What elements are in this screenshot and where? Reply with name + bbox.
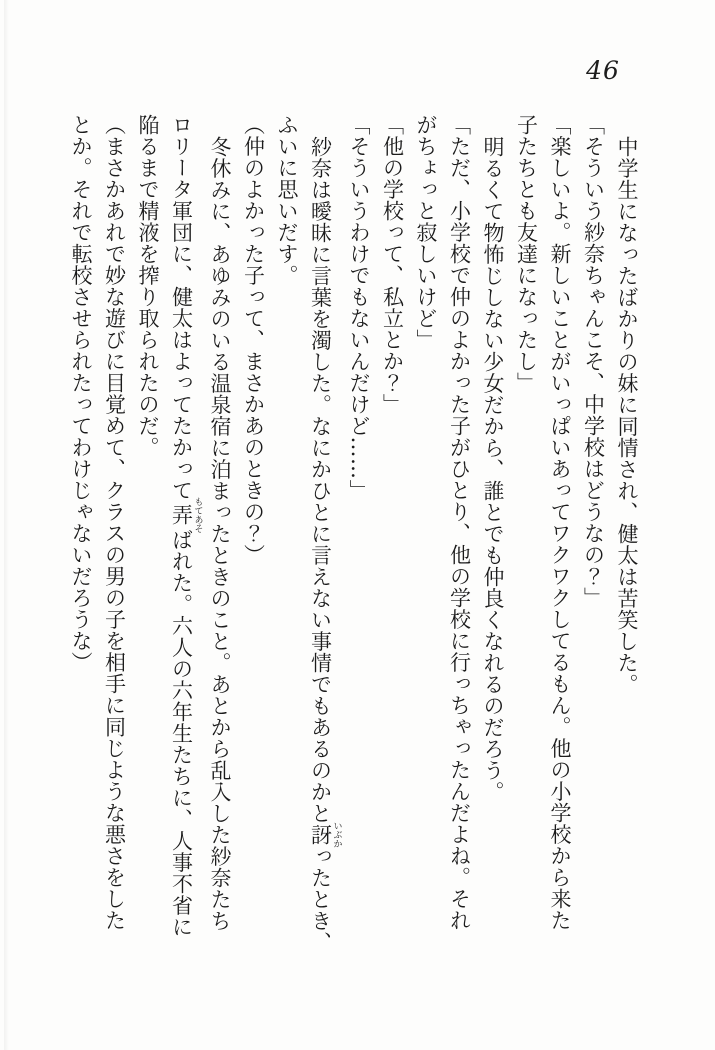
text-line: 「ただ、小学校で仲のよかった子がひとり、他の学校に行っちゃったんだよね。それ: [447, 114, 472, 931]
text-line: がちょっと寂しいけど」: [414, 114, 438, 351]
text-line: 冬休みに、あゆみのいる温泉宿に泊まったときのこと。あとから乱入した紗奈たち: [208, 136, 232, 932]
text-line: 「他の学校って、私立とか？」: [380, 114, 405, 415]
text-line: ふいに思いだす。: [275, 114, 299, 286]
furigana-ruby: 訝 いぶか: [308, 821, 342, 849]
text-line: 子たちとも友達になったし」: [514, 114, 539, 394]
text-line: 陥るまで精液を搾り取られたのだ。: [136, 114, 160, 458]
text-line: とか。それで転校させられたってわけじゃないだろうな）: [69, 114, 93, 673]
text-line: （まさかあれで妙な遊びに目覚めて、クラスの男の子を相手に同じような悪さをした: [102, 114, 127, 931]
text-line: 明るくて物怖じしない少女だから、誰とでも仲良くなれるのだろう。: [481, 136, 505, 803]
text-line: 紗奈は曖昧に言葉を濁した。なにかひとに言えない事情でもあるのかと訝 いぶかったとき、: [308, 136, 342, 953]
text-line: 「そういうわけでもないんだけど……」: [347, 114, 371, 501]
page-number: 46: [586, 56, 620, 85]
page-edge-shadow: [4, 0, 9, 1050]
text-line: ロリータ軍団に、健太はよってたかって弄 もてあそばれた。六人の六年生たちに、人事不省に: [169, 114, 203, 938]
text-line: 中学生になったばかりの妹に同情され、健太は苦笑した。: [615, 136, 639, 695]
text-line: 「そういう紗奈ちゃんこそ、中学校はどうなの？」: [581, 114, 606, 609]
text-line: （仲のよかった子って、まさかあのときの？）: [241, 114, 266, 566]
text-line: 「楽しいよ。新しいことがいっぱいあってワクワクしてるもん。他の小学校から来た: [548, 114, 572, 931]
body-text: [64, 114, 644, 953]
furigana-ruby: 弄 もてあそ: [169, 497, 203, 533]
